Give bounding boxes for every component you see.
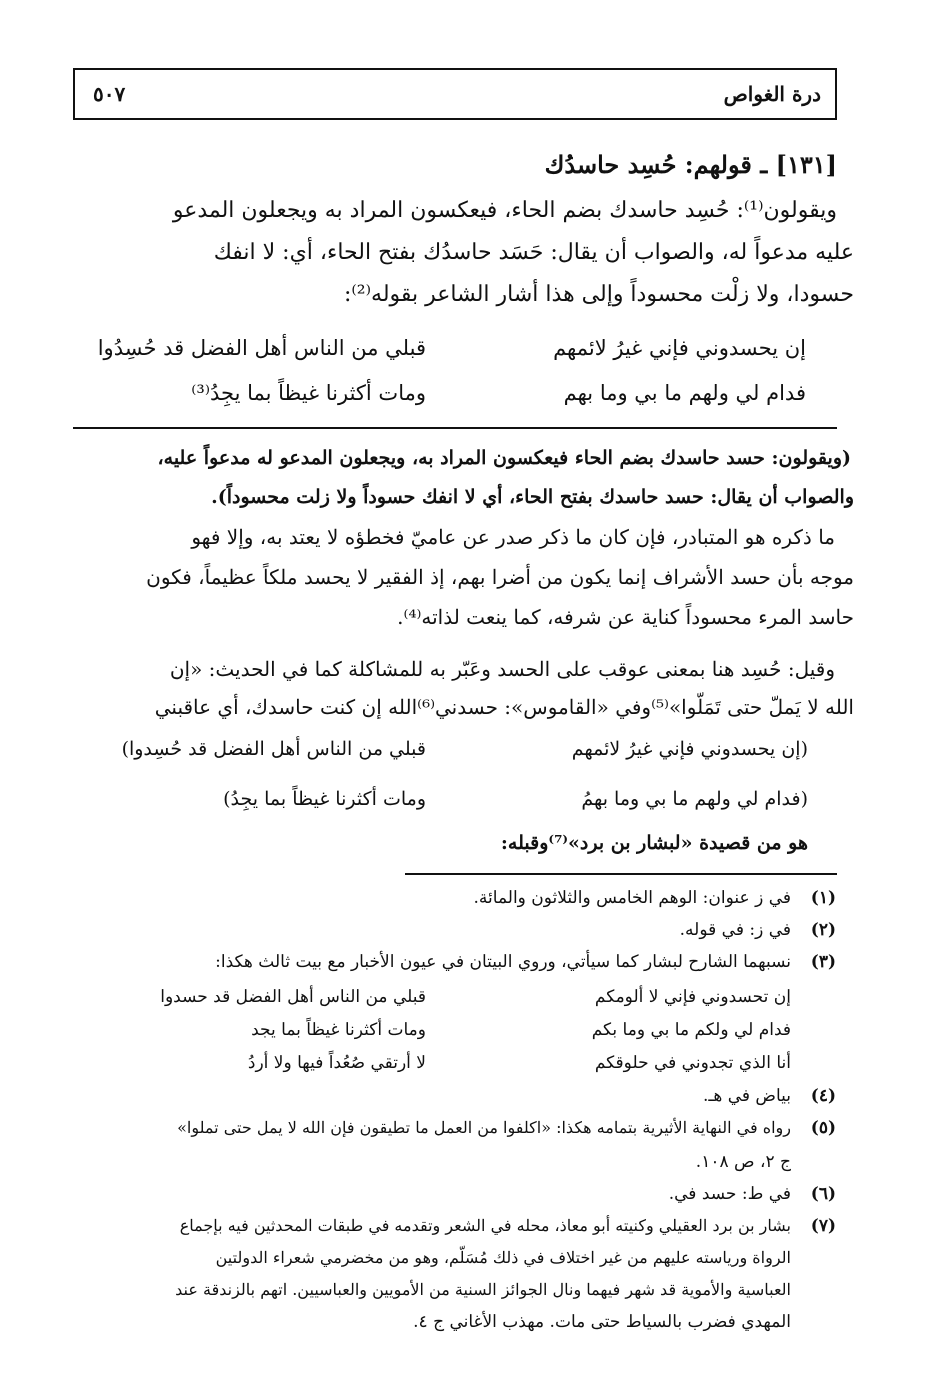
commentary2-line-1: وقيل: حُسِد هنا بمعنى عوقب على الحسد وعَبّر به للمشاكلة كما في الحديث: «إن [169, 657, 835, 681]
fn3-verse-r3: أنا الذي تجدوني في حلوقكم [594, 1053, 791, 1073]
verse1-hemistich-l1: قبلي من الناس أهل الفضل قد حُسِدُوا [97, 336, 426, 360]
footnote-6-text: في ط: حسد في. [668, 1184, 791, 1204]
intro-line-1: ويقولون⁽¹⁾: حُسِد حاسدك بضم الحاء، فيعكسون المراد به ويجعلون المدعو [172, 198, 837, 223]
footnote-3-text: نسبهما الشارح لبشار كما سيأتي، وروي البيتان في عيون الأخبار مع بيت ثالث هكذا: [215, 952, 791, 972]
verse2-hemistich-l1: قبلي من الناس أهل الفضل قد حُسِدوا) [121, 738, 426, 760]
footnote-4-text: بياض في هـ. [702, 1086, 791, 1106]
footnote-5-cont: ج ٢، ص ١٠٨. [695, 1152, 791, 1172]
section-title: [١٣١] ـ قولهم: حُسِد حاسدُك [544, 150, 837, 179]
verse2-hemistich-l2: ومات أكثرنا غيظاً بما يجِدُ) [223, 788, 426, 810]
fn3-verse-r2: فدام لي ولكم ما بي وما بكم [591, 1020, 791, 1040]
footnote-5-number: (٥) [810, 1118, 836, 1138]
running-title: درة الغواص [723, 82, 821, 106]
footnote-7-line-3: العباسية والأموية قد شهر فيهما ونال الجوائز السنية من الأمويين والعباسيين. اتهم بالزندقة عند [175, 1280, 791, 1299]
intro-line-3: حسودا، ولا زلْت محسوداً وإلى هذا أشار الشاعر بقوله⁽²⁾: [343, 282, 854, 307]
footnote-7-line-2: الرواة ورياسته عليهم من غير اختلاف في ذلك مُسَلّم، وهو من مخضرمي شعراء الدولتين [215, 1248, 791, 1267]
footnote-6-number: (٦) [810, 1184, 836, 1204]
fn3-verse-r1: إن تحسدوني فإني لا ألومكم [594, 987, 791, 1007]
footnote-1-text: في ز عنوان: الوهم الخامس والثلاثون والمائة. [473, 888, 791, 908]
footnote-7-text: بشار بن برد العقيلي وكنيته أبو معاذ، محله في الشعر وتقدمه في طبقات المحدثين فيه بإجماع [179, 1216, 791, 1235]
verse2-hemistich-r1: (إن يحسدوني فإني غيرُ لائمهم [571, 738, 808, 760]
verse1-hemistich-r2: فدام لي ولهم ما بي وما بهم [563, 381, 806, 405]
footnote-7-number: (٧) [810, 1216, 836, 1236]
footnote-4-number: (٤) [810, 1086, 836, 1106]
page-number: ٥٠٧ [93, 82, 126, 106]
footnote-divider [405, 873, 837, 875]
verse2-hemistich-r2: (فدام لي ولهم ما بي وما بهمُ [581, 788, 808, 810]
verse1-hemistich-l2: ومات أكثرنا غيظاً بما يجِدُ⁽³⁾ [191, 381, 426, 405]
fn3-verse-l2: ومات أكثرنا غيظاً بما يجد [251, 1020, 426, 1040]
commentary-quote-line-2: والصواب أن يقال: حسد حاسدك بفتح الحاء، أي لا انفك حسوداً ولا زلت محسوداً). [211, 486, 854, 508]
verse1-hemistich-r1: إن يحسدوني فإني غيرُ لائمهم [553, 336, 806, 360]
intro-line-2: عليه مدعواً له، والصواب أن يقال: حَسَد حاسدُك بفتح الحاء، أي: لا انفك [213, 240, 854, 265]
commentary-line-3: حاسد المرء محسوداً كناية عن شرفه، كما ينعت لذاته⁽⁴⁾. [397, 605, 854, 629]
page-header [73, 68, 837, 120]
footnote-7-line-4: المهدي فضرب بالسياط حتى مات. مهذب الأغاني ج ٤. [413, 1312, 791, 1332]
commentary-quote-line-1: (ويقولون: حسد حاسدك بضم الحاء فيعكسون المراد به، ويجعلون المدعو له مدعواً عليه، [157, 447, 851, 469]
footnote-5-text: رواه في النهاية الأثيرية بتمامه هكذا: «اكلفوا من العمل ما تطيقون فإن الله لا يمل حتى تملوا» [177, 1118, 791, 1137]
fn3-verse-l3: لا أرتقي صُعُداً فيها ولا أردُ [247, 1053, 426, 1073]
section-divider [73, 427, 837, 429]
verse2-note: هو من قصيدة «لبشار بن برد»⁽⁷⁾وقبله: [500, 832, 808, 854]
fn3-verse-l1: قبلي من الناس أهل الفضل قد حسدوا [160, 987, 426, 1007]
footnote-2-number: (٢) [810, 920, 836, 940]
commentary-line-2: موجه بأن حسد الأشراف إنما يكون من أضرا بهم، إذ الفقير لا يحسد ملكاً عظيماً، فكون [146, 565, 854, 589]
footnote-1-number: (١) [810, 888, 836, 908]
commentary2-line-2: الله لا يَملّ حتى تَمَلّوا»⁽⁵⁾وفي «القاموس»: حسدني⁽⁶⁾الله إن كنت حاسدك، أي عاقبني [154, 695, 854, 719]
footnote-3-number: (٣) [810, 952, 836, 972]
footnote-2-text: في ز: في قوله. [679, 920, 791, 940]
commentary-line-1: ما ذكره هو المتبادر، فإن كان ما ذكر صدر عن عاميّ فخطؤه لا يعتد به، وإلا فهو [191, 525, 835, 549]
